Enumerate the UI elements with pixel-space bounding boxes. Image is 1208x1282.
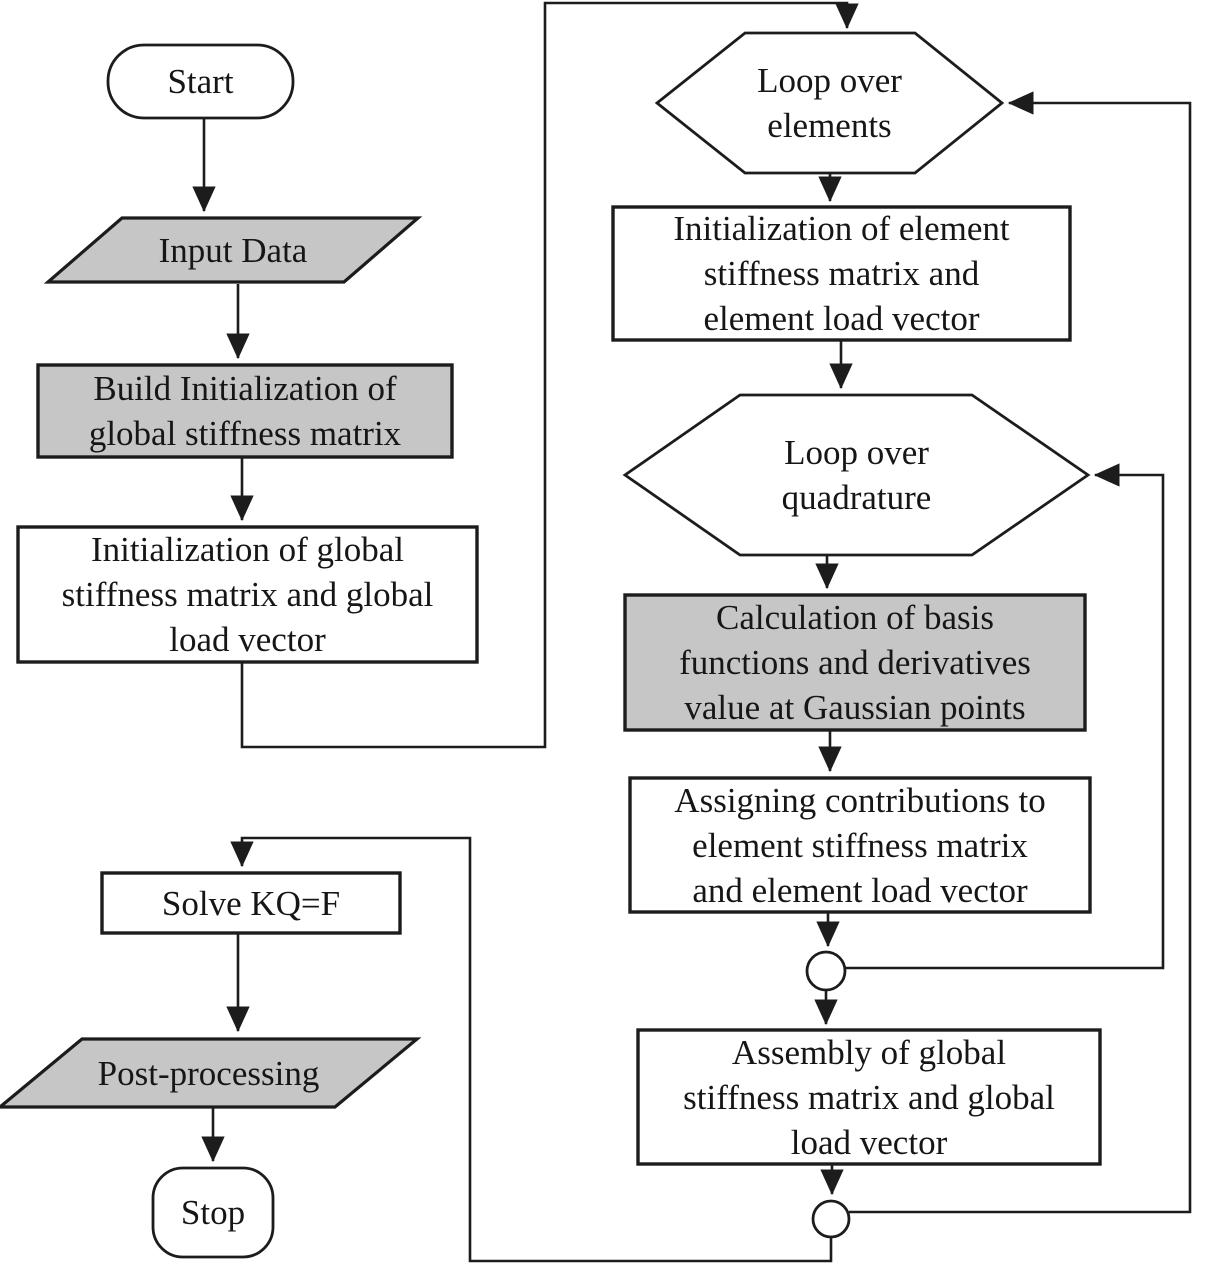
build-init-label: Build Initialization of global stiffness matrix [88,369,402,453]
init-element-process-shape [613,207,1070,340]
post-processing-parallelogram-shape [0,1039,417,1107]
loop-quadrature-label: Loop over quadrature [781,433,932,517]
solve-label: Solve KQ=F [161,883,341,923]
post-processing-label: Post-processing [97,1053,320,1093]
connector-circle-1 [807,952,845,990]
loop-elements-label: Loop over elements [757,61,902,145]
solve-process-shape [102,873,400,933]
input-data-label: Input Data [158,230,308,270]
calc-basis-label: Calculation of basis functions and derivatives value at Gaussian points [679,598,1031,727]
loop-quadrature-hexagon-shape [625,395,1088,555]
start-label: Start [167,62,234,101]
assign-contrib-process-shape [630,778,1090,912]
assembly-label: Assembly of global stiffness matrix and global load vector [683,1032,1055,1162]
loop-elements-hexagon-shape [657,33,1002,173]
stop-label: Stop [180,1193,246,1232]
input-data-parallelogram-shape [48,218,418,282]
init-element-label: Initialization of element stiffness matrix and element load vector [673,209,1010,338]
start-terminator-shape [108,45,293,118]
init-global-process-shape [18,527,477,662]
assembly-process-shape [638,1030,1100,1164]
init-global-label: Initialization of global stiffness matrix and global load vector [61,530,434,659]
stop-terminator-shape [153,1168,273,1257]
build-init-process-shape [38,365,452,457]
assign-contrib-label: Assigning contributions to element stiffness matrix and element load vector [674,780,1046,910]
connector-circle-2 [813,1201,849,1237]
calc-basis-process-shape [625,595,1085,730]
